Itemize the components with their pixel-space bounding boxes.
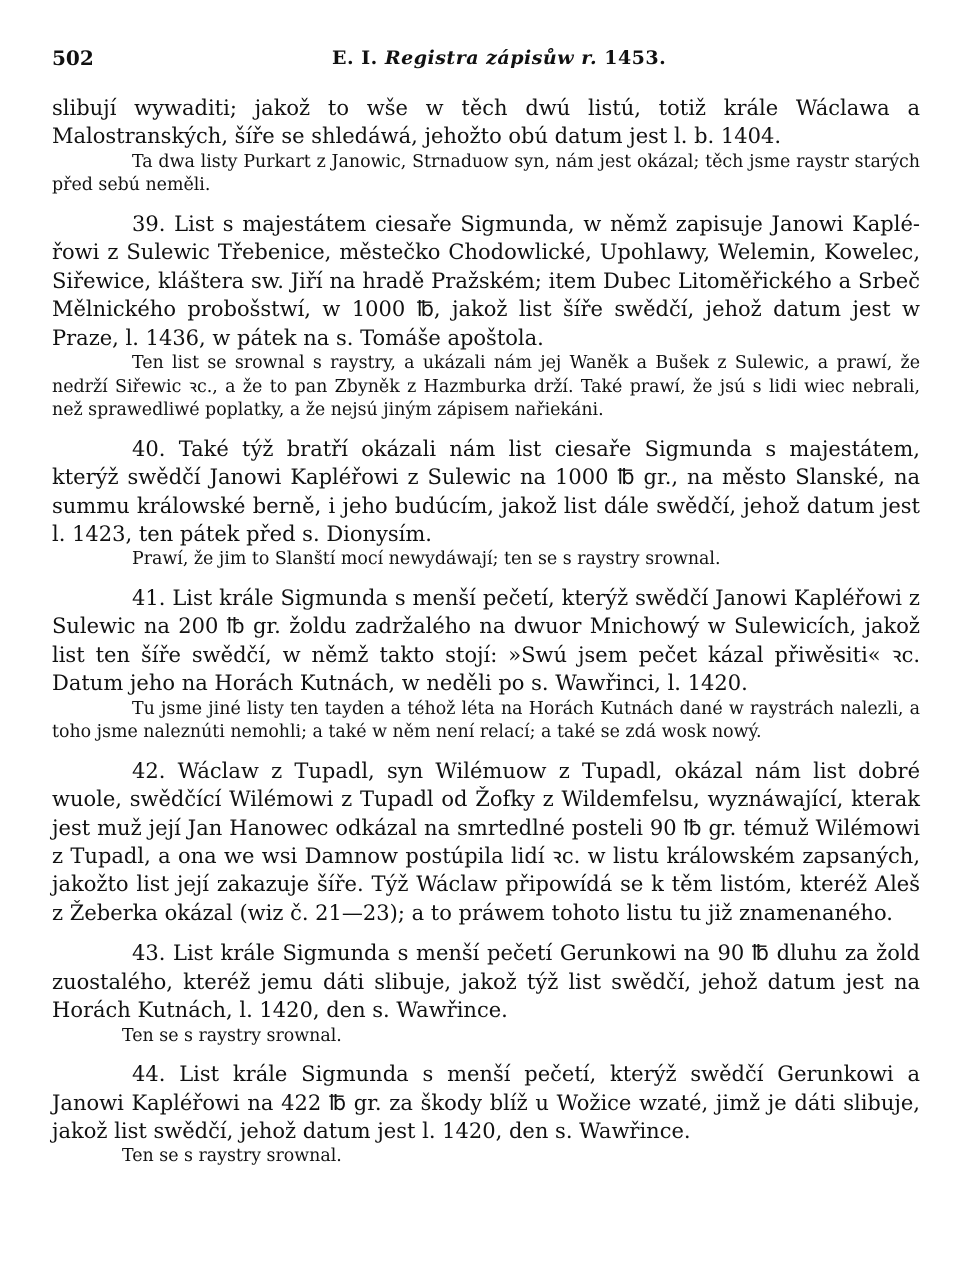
running-title-prefix: E. I.: [332, 47, 378, 69]
body-text: [52, 94, 920, 1169]
note-39: Ten list se srownal s raystry, a ukázali nám jej Waněk a Bušek z Sulewic, a prawí, že nedrží Siřewic ꝛc., a že to pan Zbyněk z Hazmburka drží. Také prawí, že jsú s lidi wiec nebrali, než sprawedliwé poplatky, a že nejsú jiným zápisem nařiekáni.: [52, 353, 920, 421]
running-head: [52, 40, 920, 76]
paragraph-continuation: slibují wywaditi; jakož to wše w těch dwú listú, totiž krále Wáclawa a Malostranských, šíře se shledáwá, jehožto obú datum jest l. b. 1404.: [52, 96, 920, 149]
entry-39: 39. List s majestátem ciesaře Sigmunda, w němž zapisuje Janowi Kaplé-řowi z Sulewic Třebenice, městečko Chodowlické, Upohlawy, Welemin, Kowelec, Siřewice, kláštera sw. Jiří na hradě Pražském; item Dubec Litoměřického a Srbeč Mělnického probošstwí, w 1000 ℔, jakož list šíře swědčí, jehož datum jest w Praze, l. 1436, w pátek na s. Tomáše apoštola.: [52, 212, 920, 350]
entry-44: 44. List krále Sigmunda s menší pečetí, kterýž swědčí Gerunkowi a Janowi Kapléřowi na 422 ℔ gr. za škody blíž u Wožice wzaté, jimž je dáti slibuje, jakož list swědčí, jehož datum jest l. 1420, den s. Wawřince.: [52, 1062, 920, 1143]
document-page: [52, 40, 920, 1169]
note-43: Ten se s raystry srownal.: [122, 1025, 342, 1046]
running-title: [332, 40, 666, 76]
note-40: Prawí, že jim to Slanští mocí newydáwají; ten se s raystry srownal.: [132, 549, 721, 570]
running-title-italic: Registra zápisůw r.: [384, 47, 598, 69]
note-41: Tu jsme jiné listy ten tayden a téhož léta na Horách Kutnách dané w raystrách nalezli, a toho jsme naleznúti nemohli; a také w něm není relací; a také se zdá wosk nowý.: [52, 698, 920, 743]
page-number: 502: [52, 46, 94, 70]
entry-41: 41. List krále Sigmunda s menší pečetí, kterýž swědčí Janowi Kapléřowi z Sulewic na 200 ℔ gr. žoldu zadržalého na dwuor Mnichowý w Sulewicích, jakož list ten šíře swědčí, w němž takto stojí: »Swú jsem pečet kázal přiwěsiti« ꝛc. Datum jeho na Horách Kutnách, w neděli po s. Wawřinci, l. 1420.: [52, 586, 920, 696]
entry-40: 40. Také týž bratří okázali nám list ciesaře Sigmunda s majestátem, kterýž swědčí Janowi Kapléřowi z Sulewic na 1000 ℔ gr., na město Slanské, na summu králowské berně, i jeho budúcím, jakož list dále swědčí, jehož datum jest l. 1423, ten pátek před s. Dionysím.: [52, 436, 920, 547]
entry-43: 43. List krále Sigmunda s menší pečetí Gerunkowi na 90 ℔ dluhu za žold zuostalého, kteréž jemu dáti slibuje, jakož týž list swědčí, jehož datum jest na Horách Kutnách, l. 1420, den s. Wawřince.: [52, 941, 920, 1023]
note-44: Ten se s raystry srownal.: [122, 1146, 342, 1167]
entry-42: 42. Wáclaw z Tupadl, syn Wilémuow z Tupadl, okázal nám list dobré wuole, swědčící Wilémowi z Tupadl od Žofky z Wildemfelsu, wyznáwající, kterak jest muž její Jan Hanowec odkázal na smrtedlné posteli 90 ℔ gr. témuž Wilémowi z Tupadl, a ona we wsi Damnow postúpila lidí ꝛc. w listu králowském zapsaných, jakožto list její zakazuje šíře. Týž Wáclaw připowídá se k těm listóm, kteréž Aleš z Žeberka okázal (wiz č. 21—23); a to práwem tohoto listu tu již znamenaného.: [52, 758, 920, 925]
note-continuation: Ta dwa listy Purkart z Janowic, Strnaduow syn, nám jest okázal; těch jsme raystr starých před sebú neměli.: [52, 151, 920, 196]
running-title-year: 1453.: [604, 47, 667, 69]
